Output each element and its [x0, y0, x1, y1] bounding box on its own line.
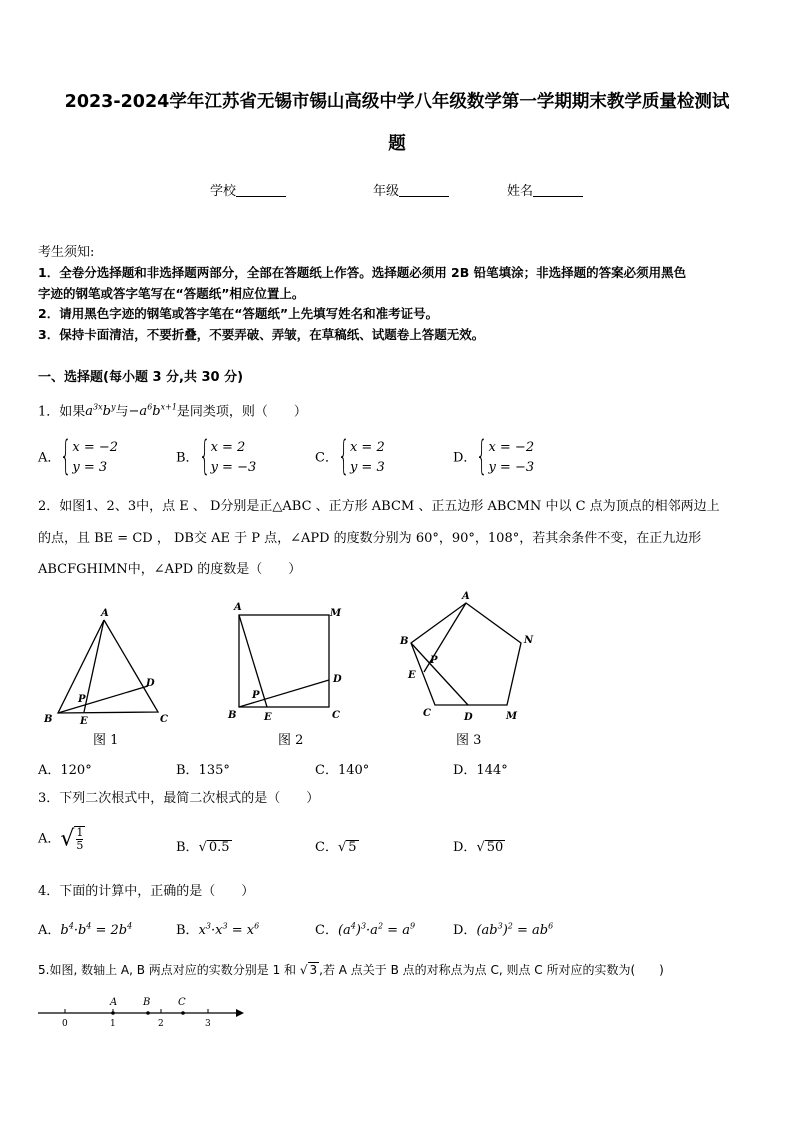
fig2-label-e: E: [264, 712, 272, 723]
fig2-caption: 图 2: [278, 733, 304, 748]
name-field: [507, 180, 583, 199]
q1-option-b: B． { x = 2 y = −3: [176, 433, 257, 479]
fig1-label-d: D: [146, 678, 155, 689]
q1-option-a: A． { x = −2 y = 3: [38, 433, 119, 479]
q4-stem: 4．下面的计算中，正确的是（ ）: [38, 884, 255, 899]
fig3-label-p: P: [430, 655, 438, 666]
fig2-label-p: P: [252, 690, 260, 701]
q3-option-c: C．√ 5: [315, 840, 357, 855]
fig3-caption: 图 3: [456, 733, 482, 748]
q2-option-b: B．135°: [176, 763, 230, 778]
q2-option-d: D．144°: [453, 763, 508, 778]
point-c-label: C: [178, 997, 186, 1008]
fig3-label-d: D: [464, 712, 473, 723]
fig1-label-a: A: [101, 608, 109, 619]
fig2-label-d: D: [333, 674, 342, 685]
notice-heading: 考生须知:: [38, 245, 95, 260]
fig2-label-c: C: [332, 710, 340, 721]
fig3-label-b: B: [400, 636, 409, 647]
q4-option-b: B．$x^3\cdot x^3 = x^6$: [176, 921, 260, 938]
name-label: 姓名: [507, 184, 534, 199]
q2-stem-line2: 的点，且 BE = CD ， DB交 AE 于 P 点，∠APD 的度数分别为 60°，90°，108°，若其余条件不变，在正九边形: [38, 531, 702, 546]
q1-stem: 1．如果$a^{3x}b^y$与$-a^6b^{x+1}$是同类项，则（ ）: [38, 403, 307, 420]
q3-stem: 3．下列二次根式中，最简二次根式的是（ ）: [38, 791, 320, 806]
fig1-label-b: B: [44, 714, 53, 725]
point-a-label: A: [110, 997, 118, 1008]
q3-option-a: A．√ $\frac{1}{5}$: [38, 826, 84, 852]
figure-3-pentagon: [411, 603, 521, 705]
q2-stem-line1: 2．如图1、2、3中，点 E 、 D分别是正△ABC 、正方形 ABCM 、正五边形 ABCMN 中以 C 点为顶点的相邻两边上: [38, 499, 720, 514]
notice-item-1: 1．全卷分选择题和非选择题两部分，全部在答题纸上作答。选择题必须用 2B 铅笔填涂；非选择题的答案必须用黑色: [38, 265, 687, 280]
tick-1: 1: [110, 1019, 116, 1029]
q2-figures: [38, 591, 558, 730]
q2-option-a: A．120°: [38, 763, 92, 778]
tick-3: 3: [205, 1019, 211, 1029]
q1-option-c: C． { x = 2 y = 3: [315, 433, 385, 479]
grade-blank: [399, 184, 449, 197]
school-blank: [236, 184, 286, 197]
q4-option-c: C．$(a^4)^3\cdot a^2 = a^9$: [315, 921, 416, 938]
fig3-label-a: A: [462, 591, 470, 602]
fig2-label-a: A: [234, 602, 242, 613]
notice-item-2: 2．请用黑色字迹的钢笔或答字笔在“答题纸”上先填写姓名和准考证号。: [38, 306, 439, 321]
notice-item-1b: 字迹的钢笔或答字笔写在“答题纸”相应位置上。: [38, 286, 305, 301]
grade-field: [373, 180, 449, 199]
q4-option-d: D．$(ab^3)^2 = ab^6$: [453, 921, 554, 938]
fig2-label-b: B: [228, 710, 237, 721]
exam-title-line2: 题: [388, 134, 406, 154]
figure-1-triangle: [58, 620, 158, 713]
tick-0: 0: [62, 1019, 68, 1029]
q1-option-d: D． { x = −2 y = −3: [453, 433, 535, 479]
q4-option-a: A．$b^4\cdot b^4 = 2b^4$: [38, 921, 133, 938]
q2-option-c: C．140°: [315, 763, 370, 778]
q5-number-line: [38, 990, 248, 1030]
fig1-label-p: P: [78, 694, 86, 705]
notice-item-3: 3．保持卡面清洁，不要折叠，不要弄破、弄皱，在草稿纸、试题卷上答题无效。: [38, 327, 485, 342]
arrow-icon: [236, 1009, 244, 1017]
fig1-label-c: C: [160, 714, 168, 725]
section-heading: 一、选择题(每小题 3 分,共 30 分): [38, 370, 244, 385]
q3-option-d: D．√ 50: [453, 840, 504, 855]
fig2-label-m: M: [330, 608, 342, 619]
name-blank: [533, 184, 583, 197]
fig1-label-e: E: [80, 716, 88, 727]
fig3-label-c: C: [423, 708, 431, 719]
q2-stem-line3: ABCFGHIMN中，∠APD 的度数是（ ）: [38, 562, 302, 577]
point-b-label: B: [143, 997, 151, 1008]
school-field: [210, 180, 286, 199]
school-label: 学校: [210, 184, 237, 199]
exam-title-line1: 2023-2024学年江苏省无锡市锡山高级中学八年级数学第一学期期末教学质量检测试: [64, 92, 730, 112]
tick-2: 2: [158, 1019, 164, 1029]
fig3-label-e: E: [408, 670, 416, 681]
q5-stem: 5.如图, 数轴上 A, B 两点对应的实数分别是 1 和 √ 3 ,若 A 点关于 B 点的对称点为点 C, 则点 C 所对应的实数为( ): [38, 963, 664, 977]
fig3-label-n: N: [524, 635, 534, 646]
grade-label: 年级: [373, 184, 400, 199]
q3-option-b: B．√ 0.5: [176, 840, 230, 855]
fig3-label-m: M: [506, 711, 518, 722]
fig1-caption: 图 1: [93, 733, 119, 748]
